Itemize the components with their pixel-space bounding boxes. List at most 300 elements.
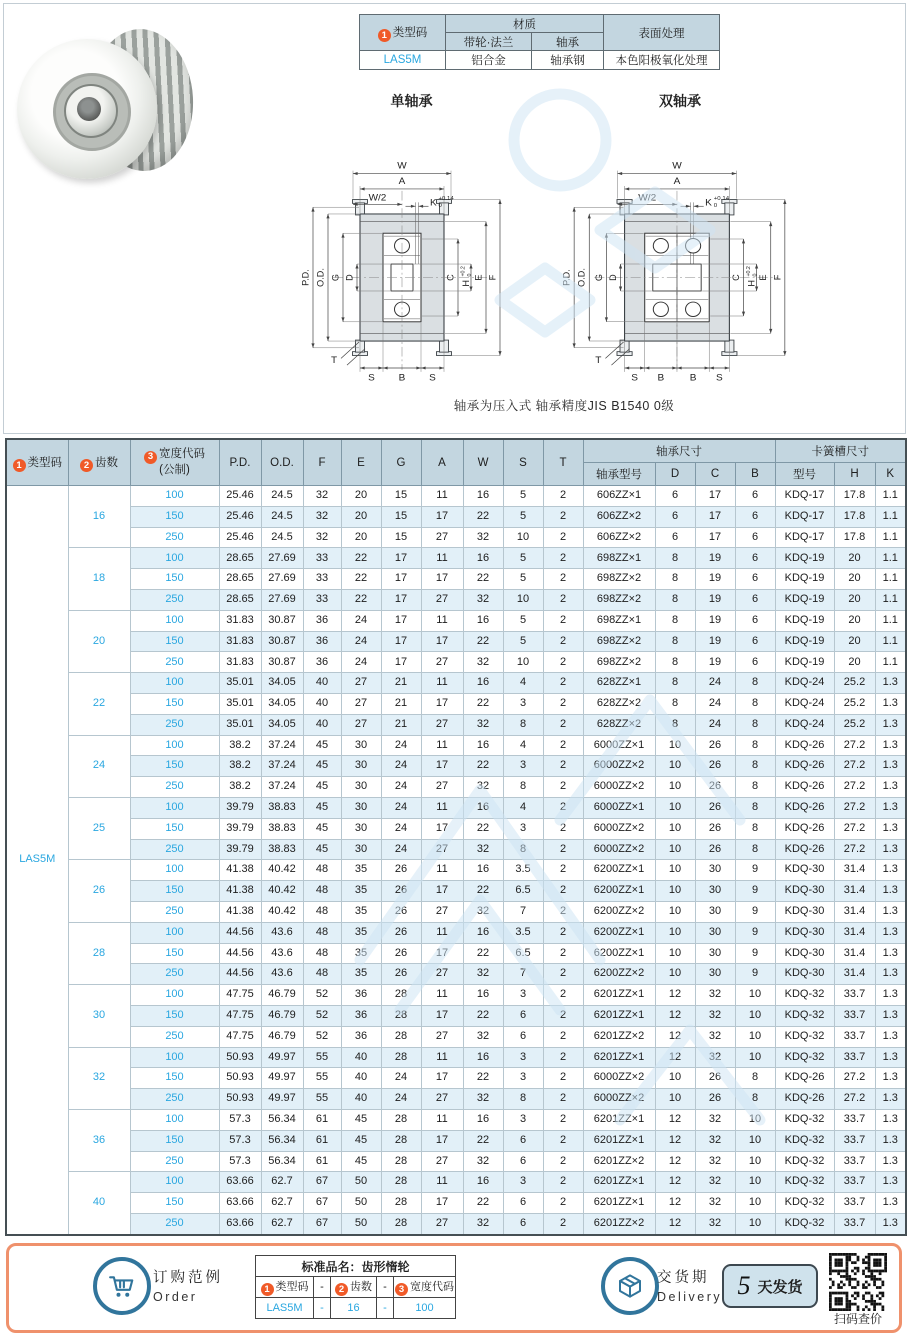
spec-cell: 3 <box>503 1047 543 1068</box>
spec-cell: 3 <box>503 1109 543 1130</box>
spec-cell: KDQ-26 <box>775 1089 834 1110</box>
spec-cell: 3.5 <box>503 922 543 943</box>
spec-cell: 19 <box>695 548 735 569</box>
delivery-days-suffix: 天发货 <box>757 1278 803 1296</box>
spec-cell: 32 <box>303 506 341 527</box>
spec-cell: 8 <box>655 569 695 590</box>
spec-cell: 31.83 <box>219 652 261 673</box>
spec-table-body <box>6 486 906 1235</box>
spec-cell: 40 <box>341 1089 381 1110</box>
spec-cell: 22 <box>463 818 503 839</box>
dim-label: 0 <box>438 203 442 210</box>
spec-cell: 32 <box>463 964 503 985</box>
spec-cell: 11 <box>421 985 463 1006</box>
table-row <box>6 1068 906 1089</box>
spec-cell: 6000ZZ×2 <box>583 818 655 839</box>
spec-cell: 38.2 <box>219 777 261 798</box>
spec-cell: 37.24 <box>261 735 303 756</box>
spec-cell: 8 <box>655 589 695 610</box>
info-pulley-material: 铝合金 <box>446 51 532 70</box>
spec-cell: 34.05 <box>261 693 303 714</box>
spec-cell: KDQ-26 <box>775 777 834 798</box>
spec-cell: 31.4 <box>834 901 875 922</box>
col-header-t: T <box>543 439 583 486</box>
spec-cell: 27.2 <box>834 797 875 818</box>
spec-cell: 27 <box>421 1089 463 1110</box>
spec-cell: 1.3 <box>875 818 906 839</box>
spec-cell: 10 <box>655 922 695 943</box>
spec-cell: 27 <box>421 777 463 798</box>
spec-cell: 10 <box>503 589 543 610</box>
spec-cell: 63.66 <box>219 1193 261 1214</box>
spec-cell: 1.1 <box>875 652 906 673</box>
spec-cell: 1.3 <box>875 1005 906 1026</box>
spec-cell: 2 <box>543 797 583 818</box>
spec-cell: 30.87 <box>261 652 303 673</box>
spec-cell: 628ZZ×2 <box>583 693 655 714</box>
spec-cell: 33 <box>303 569 341 590</box>
spec-cell: 26 <box>381 860 421 881</box>
spec-cell: 36 <box>303 652 341 673</box>
spec-cell: 12 <box>655 1109 695 1130</box>
spec-cell: 17 <box>381 548 421 569</box>
order-col-type-code: 1 类型码 <box>256 1277 314 1298</box>
spec-cell: 1.3 <box>875 1151 906 1172</box>
info-type-code-value: LAS5M <box>360 51 446 70</box>
spec-cell: 57.3 <box>219 1151 261 1172</box>
delivery-title-cn: 交货期 <box>657 1270 710 1286</box>
col-header-f: F <box>303 439 341 486</box>
spec-cell: 5 <box>503 569 543 590</box>
spec-cell: 32 <box>303 527 341 548</box>
spec-cell: 62.7 <box>261 1193 303 1214</box>
dim-label: W/2 <box>368 192 387 204</box>
spec-cell: 250 <box>130 964 219 985</box>
bearing-note: 轴承为压入式 轴承精度JIS B1540 0级 <box>453 399 675 413</box>
spec-cell: 3 <box>503 985 543 1006</box>
spec-cell: 250 <box>130 777 219 798</box>
dim-label: 0 <box>466 273 474 277</box>
dim-label: 0 <box>752 273 759 277</box>
spec-cell: 32 <box>463 1026 503 1047</box>
spec-cell: 6201ZZ×1 <box>583 1005 655 1026</box>
pulley-bearing-race <box>64 84 118 138</box>
spec-cell: 2 <box>543 1068 583 1089</box>
spec-cell: 44.56 <box>219 922 261 943</box>
spec-cell: 2 <box>543 548 583 569</box>
spec-cell: 17 <box>381 610 421 631</box>
spec-cell: 35.01 <box>219 714 261 735</box>
spec-cell: 12 <box>655 1172 695 1193</box>
type-code-cell: LAS5M <box>6 486 68 1235</box>
spec-cell: 27.69 <box>261 569 303 590</box>
group-header-bearing: 轴承尺寸 <box>583 439 775 463</box>
order-title-en: Order <box>153 1290 198 1304</box>
spec-cell: 10 <box>655 901 695 922</box>
double-bearing-drawing <box>554 110 806 394</box>
spec-cell: 27.69 <box>261 589 303 610</box>
spec-cell: 27 <box>421 901 463 922</box>
spec-cell: 10 <box>735 1005 775 1026</box>
spec-cell: 6.5 <box>503 881 543 902</box>
table-row <box>6 964 906 985</box>
dim-label: 0 <box>713 203 718 210</box>
spec-cell: 3 <box>503 1068 543 1089</box>
spec-cell: 1.3 <box>875 1109 906 1130</box>
spec-cell: 10 <box>655 735 695 756</box>
spec-cell: 100 <box>130 673 219 694</box>
spec-cell: 8 <box>655 631 695 652</box>
spec-cell: 1.3 <box>875 964 906 985</box>
spec-cell: 63.66 <box>219 1213 261 1234</box>
spec-cell: 26 <box>695 1068 735 1089</box>
dim-label: +0.2 <box>460 266 467 277</box>
spec-cell: 2 <box>543 610 583 631</box>
spec-cell: 26 <box>695 818 735 839</box>
spec-cell: 11 <box>421 922 463 943</box>
spec-cell: 24.5 <box>261 527 303 548</box>
spec-cell: 45 <box>303 756 341 777</box>
spec-cell: 21 <box>381 693 421 714</box>
spec-cell: 40 <box>341 1068 381 1089</box>
spec-cell: 34.05 <box>261 673 303 694</box>
spec-cell: 16 <box>463 1047 503 1068</box>
spec-cell: 43.6 <box>261 922 303 943</box>
spec-cell: 3 <box>503 693 543 714</box>
spec-cell: KDQ-30 <box>775 881 834 902</box>
dim-label: A <box>673 176 681 188</box>
spec-cell: KDQ-32 <box>775 985 834 1006</box>
spec-cell: 56.34 <box>261 1151 303 1172</box>
spec-cell: KDQ-30 <box>775 964 834 985</box>
spec-cell: 50.93 <box>219 1068 261 1089</box>
delivery-days-pill <box>722 1264 818 1308</box>
spec-cell: 15 <box>381 527 421 548</box>
spec-cell: 32 <box>463 777 503 798</box>
col-header-d: D <box>655 463 695 486</box>
spec-cell: 22 <box>341 589 381 610</box>
spec-cell: 24 <box>381 818 421 839</box>
spec-cell: 2 <box>543 901 583 922</box>
spec-cell: 28 <box>381 1005 421 1026</box>
spec-cell: 45 <box>303 777 341 798</box>
table-row <box>6 1172 906 1193</box>
spec-cell: 61 <box>303 1109 341 1130</box>
table-row <box>6 860 906 881</box>
table-row <box>6 1005 906 1026</box>
spec-cell: 19 <box>695 631 735 652</box>
spec-cell: 27.69 <box>261 548 303 569</box>
spec-cell: 61 <box>303 1151 341 1172</box>
spec-cell: 47.75 <box>219 985 261 1006</box>
spec-cell: 8 <box>655 693 695 714</box>
spec-cell: 1.3 <box>875 714 906 735</box>
spec-cell: 16 <box>463 735 503 756</box>
spec-cell: KDQ-30 <box>775 860 834 881</box>
spec-cell: 1.3 <box>875 797 906 818</box>
dim-label: W <box>397 160 407 172</box>
spec-cell: 12 <box>655 1213 695 1234</box>
spec-cell: 2 <box>543 714 583 735</box>
info-header-material: 材质 <box>446 15 604 33</box>
table-row <box>6 506 906 527</box>
spec-cell: 3 <box>503 818 543 839</box>
badge-1: 1 <box>13 459 26 472</box>
spec-cell: 41.38 <box>219 901 261 922</box>
spec-cell: KDQ-19 <box>775 548 834 569</box>
spec-cell: 1.1 <box>875 589 906 610</box>
spec-cell: 17.8 <box>834 506 875 527</box>
spec-cell: 37.24 <box>261 777 303 798</box>
spec-cell: 38.83 <box>261 818 303 839</box>
spec-cell: 48 <box>303 901 341 922</box>
spec-cell: KDQ-24 <box>775 693 834 714</box>
spec-cell: 150 <box>130 818 219 839</box>
spec-cell: 27.2 <box>834 735 875 756</box>
col-header-s: S <box>503 439 543 486</box>
spec-cell: 21 <box>381 714 421 735</box>
spec-cell: 8 <box>503 1089 543 1110</box>
spec-cell: 2 <box>543 818 583 839</box>
spec-cell: KDQ-19 <box>775 589 834 610</box>
spec-cell: 17 <box>695 486 735 507</box>
spec-cell: 11 <box>421 486 463 507</box>
teeth-cell: 24 <box>68 735 130 797</box>
spec-cell: 150 <box>130 943 219 964</box>
spec-cell: 26 <box>695 1089 735 1110</box>
spec-cell: 32 <box>695 1026 735 1047</box>
spec-cell: KDQ-17 <box>775 486 834 507</box>
order-dash: - <box>314 1277 331 1298</box>
badge-2: 2 <box>335 1283 348 1296</box>
spec-cell: 250 <box>130 1026 219 1047</box>
spec-cell: 31.4 <box>834 922 875 943</box>
spec-cell: 47.75 <box>219 1005 261 1026</box>
badge-3: 3 <box>395 1283 408 1296</box>
spec-cell: 10 <box>655 756 695 777</box>
single-bearing-drawing <box>299 110 524 394</box>
spec-cell: 22 <box>463 1068 503 1089</box>
order-val-type-code: LAS5M <box>256 1298 314 1319</box>
spec-cell: 11 <box>421 610 463 631</box>
spec-cell: 27 <box>421 839 463 860</box>
spec-cell: KDQ-30 <box>775 922 834 943</box>
spec-cell: 6 <box>735 548 775 569</box>
spec-cell: 1.3 <box>875 943 906 964</box>
spec-cell: 20 <box>834 652 875 673</box>
spec-cell: 10 <box>655 839 695 860</box>
spec-cell: KDQ-32 <box>775 1026 834 1047</box>
spec-cell: 33.7 <box>834 1109 875 1130</box>
spec-cell: 24 <box>341 610 381 631</box>
spec-cell: 17 <box>381 569 421 590</box>
spec-cell: 150 <box>130 631 219 652</box>
spec-cell: 12 <box>655 1151 695 1172</box>
spec-cell: 10 <box>655 943 695 964</box>
spec-cell: 39.79 <box>219 818 261 839</box>
dim-label: E <box>758 274 769 281</box>
spec-cell: 28 <box>381 1172 421 1193</box>
spec-cell: 1.3 <box>875 839 906 860</box>
spec-cell: 6201ZZ×1 <box>583 1193 655 1214</box>
spec-cell: 22 <box>463 881 503 902</box>
spec-cell: 17 <box>695 527 735 548</box>
spec-cell: 8 <box>735 673 775 694</box>
col-header-b: B <box>735 463 775 486</box>
spec-cell: 6201ZZ×2 <box>583 1151 655 1172</box>
spec-cell: 41.38 <box>219 860 261 881</box>
col-header-a: A <box>421 439 463 486</box>
spec-cell: 5 <box>503 548 543 569</box>
spec-cell: 628ZZ×2 <box>583 714 655 735</box>
spec-cell: 22 <box>341 548 381 569</box>
spec-cell: 27 <box>341 714 381 735</box>
spec-cell: 52 <box>303 985 341 1006</box>
dim-label: P.D. <box>300 269 311 286</box>
spec-cell: 1.3 <box>875 673 906 694</box>
spec-cell: 100 <box>130 1047 219 1068</box>
spec-cell: 30 <box>695 964 735 985</box>
spec-cell: 32 <box>695 1193 735 1214</box>
spec-cell: 6 <box>655 527 695 548</box>
spec-cell: 28.65 <box>219 569 261 590</box>
info-header-surface: 表面处理 <box>604 15 720 51</box>
spec-cell: 26 <box>381 943 421 964</box>
spec-cell: 22 <box>463 756 503 777</box>
spec-cell: 2 <box>543 506 583 527</box>
spec-cell: 36 <box>341 1026 381 1047</box>
spec-cell: 35 <box>341 881 381 902</box>
spec-cell: 8 <box>655 652 695 673</box>
spec-cell: 45 <box>341 1109 381 1130</box>
table-row <box>6 1089 906 1110</box>
col-header-pd: P.D. <box>219 439 261 486</box>
spec-cell: 1.1 <box>875 569 906 590</box>
spec-cell: 8 <box>735 693 775 714</box>
spec-cell: KDQ-17 <box>775 506 834 527</box>
spec-cell: 22 <box>463 631 503 652</box>
dim-label: P.D. <box>561 269 572 286</box>
spec-cell: 52 <box>303 1005 341 1026</box>
spec-cell: 24.5 <box>261 486 303 507</box>
badge-3: 3 <box>144 451 157 464</box>
spec-cell: 2 <box>543 1213 583 1234</box>
spec-cell: 32 <box>463 714 503 735</box>
table-row <box>6 1193 906 1214</box>
spec-cell: 10 <box>655 777 695 798</box>
spec-cell: 100 <box>130 922 219 943</box>
spec-cell: 27 <box>421 1151 463 1172</box>
spec-cell: 30 <box>341 839 381 860</box>
spec-cell: 26 <box>381 922 421 943</box>
spec-cell: 6 <box>655 486 695 507</box>
spec-cell: 6201ZZ×1 <box>583 1172 655 1193</box>
order-table <box>255 1255 456 1319</box>
table-row <box>6 922 906 943</box>
table-row <box>6 818 906 839</box>
spec-table-header <box>6 439 906 486</box>
spec-cell: 10 <box>503 652 543 673</box>
spec-cell: 3.5 <box>503 860 543 881</box>
spec-cell: 12 <box>655 1047 695 1068</box>
spec-cell: 62.7 <box>261 1172 303 1193</box>
spec-cell: 32 <box>695 1172 735 1193</box>
spec-cell: 30 <box>695 901 735 922</box>
spec-cell: 2 <box>543 922 583 943</box>
spec-cell: 61 <box>303 1130 341 1151</box>
spec-cell: 6200ZZ×2 <box>583 901 655 922</box>
spec-cell: 10 <box>655 964 695 985</box>
spec-cell: 35 <box>341 922 381 943</box>
spec-cell: 32 <box>695 985 735 1006</box>
table-row <box>6 1026 906 1047</box>
spec-cell: KDQ-26 <box>775 735 834 756</box>
spec-cell: 28 <box>381 985 421 1006</box>
spec-cell: 8 <box>503 777 543 798</box>
spec-cell: 8 <box>503 714 543 735</box>
spec-cell: 31.4 <box>834 860 875 881</box>
spec-cell: 31.4 <box>834 964 875 985</box>
dim-label: F <box>487 274 498 281</box>
dim-label: D <box>607 274 619 281</box>
spec-cell: 12 <box>655 985 695 1006</box>
dim-label: T <box>330 355 338 367</box>
spec-cell: 1.3 <box>875 1026 906 1047</box>
spec-cell: 10 <box>655 1089 695 1110</box>
spec-cell: 6 <box>655 506 695 527</box>
spec-cell: 45 <box>341 1130 381 1151</box>
spec-cell: KDQ-17 <box>775 527 834 548</box>
spec-cell: 2 <box>543 964 583 985</box>
spec-cell: 28 <box>381 1109 421 1130</box>
cart-icon <box>93 1257 151 1315</box>
spec-cell: 22 <box>463 943 503 964</box>
spec-cell: KDQ-30 <box>775 901 834 922</box>
delivery-days: 5 <box>737 1271 751 1300</box>
spec-cell: 2 <box>543 839 583 860</box>
spec-cell: 6000ZZ×1 <box>583 797 655 818</box>
dim-label: H <box>460 279 472 287</box>
spec-cell: 10 <box>655 797 695 818</box>
top-section <box>3 3 906 434</box>
col-header-h: H <box>834 463 875 486</box>
spec-cell: 50.93 <box>219 1047 261 1068</box>
spec-cell: 28 <box>381 1047 421 1068</box>
spec-cell: 30 <box>341 797 381 818</box>
spec-cell: 150 <box>130 693 219 714</box>
col-header-k: K <box>875 463 906 486</box>
spec-cell: 1.1 <box>875 610 906 631</box>
spec-cell: 2 <box>543 673 583 694</box>
teeth-cell: 30 <box>68 985 130 1047</box>
info-header-type-code: 1 类型码 <box>360 15 446 51</box>
spec-cell: 36 <box>303 631 341 652</box>
spec-cell: KDQ-32 <box>775 1172 834 1193</box>
spec-cell: 41.38 <box>219 881 261 902</box>
spec-cell: 4 <box>503 735 543 756</box>
spec-cell: 11 <box>421 1172 463 1193</box>
spec-cell: 45 <box>341 1151 381 1172</box>
spec-cell: 10 <box>735 1172 775 1193</box>
table-row <box>6 527 906 548</box>
spec-cell: 6 <box>735 569 775 590</box>
spec-cell: 62.7 <box>261 1213 303 1234</box>
spec-cell: 52 <box>303 1026 341 1047</box>
spec-cell: 24 <box>695 673 735 694</box>
table-row <box>6 486 906 507</box>
spec-cell: 33.7 <box>834 985 875 1006</box>
group-header-ring: 卡簧槽尺寸 <box>775 439 906 463</box>
